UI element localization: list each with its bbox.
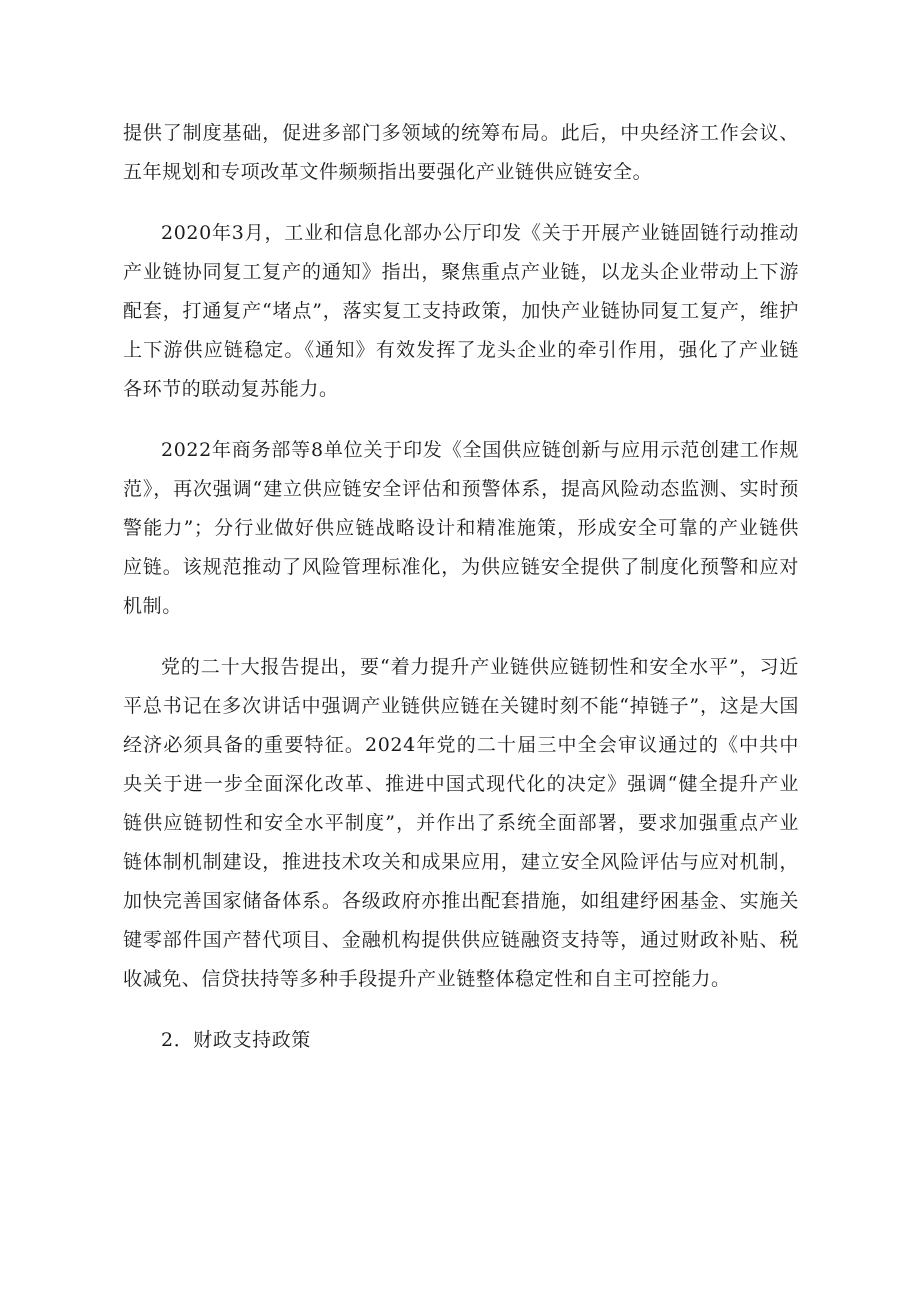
paragraph-party-congress: 党的二十大报告提出，要“着力提升产业链供应链韧性和安全水平”，习近平总书记在多次讲话中强调产业链供应链在关键时刻不能“掉链子”，这是大国经济必须具备的重要特征。2024年党的二十届三中全会审议通过的《中共中央关于进一步全面深化改革、推进中国式现代化的决定》强调“健全提升产业链供应链韧性和安全水平制度”，并作出了系统全面部署，要求加强重点产业链体制机制建设，推进技术攻关和成果应用，建立安全风险评估与应对机制，加快完善国家储备体系。各级政府亦推出配套措施，如组建纾困基金、实施关键零部件国产替代项目、金融机构提供供应链融资支持等，通过财政补贴、税收减免、信贷扶持等多种手段提升产业链整体稳定性和自主可控能力。 bbox=[123, 656, 799, 990]
document-body bbox=[123, 114, 799, 1060]
paragraph-intro-continuation: 提供了制度基础，促进多部门多领域的统筹布局。此后，中央经济工作会议、五年规划和专项改革文件频频指出要强化产业链供应链安全。 bbox=[123, 122, 799, 183]
paragraph-2020-notice: 2020年3月，工业和信息化部办公厅印发《关于开展产业链固链行动推动产业链协同复工复产的通知》指出，聚焦重点产业链，以龙头企业带动上下游配套，打通复产“堵点”，落实复工支持政策，加快产业链协同复工复产，维护上下游供应链稳定。《通知》有效发挥了龙头企业的牵引作用，强化了产业链各环节的联动复苏能力。 bbox=[123, 222, 799, 400]
section-heading-fiscal-policy: 2．财政支持政策 bbox=[161, 1029, 311, 1051]
paragraph-2022-standard: 2022年商务部等8单位关于印发《全国供应链创新与应用示范创建工作规范》，再次强调“建立供应链安全评估和预警体系，提高风险动态监测、实时预警能力”；分行业做好供应链战略设计和精准施策，形成安全可靠的产业链供应链。该规范推动了风险管理标准化，为供应链安全提供了制度化预警和应对机制。 bbox=[123, 439, 799, 617]
